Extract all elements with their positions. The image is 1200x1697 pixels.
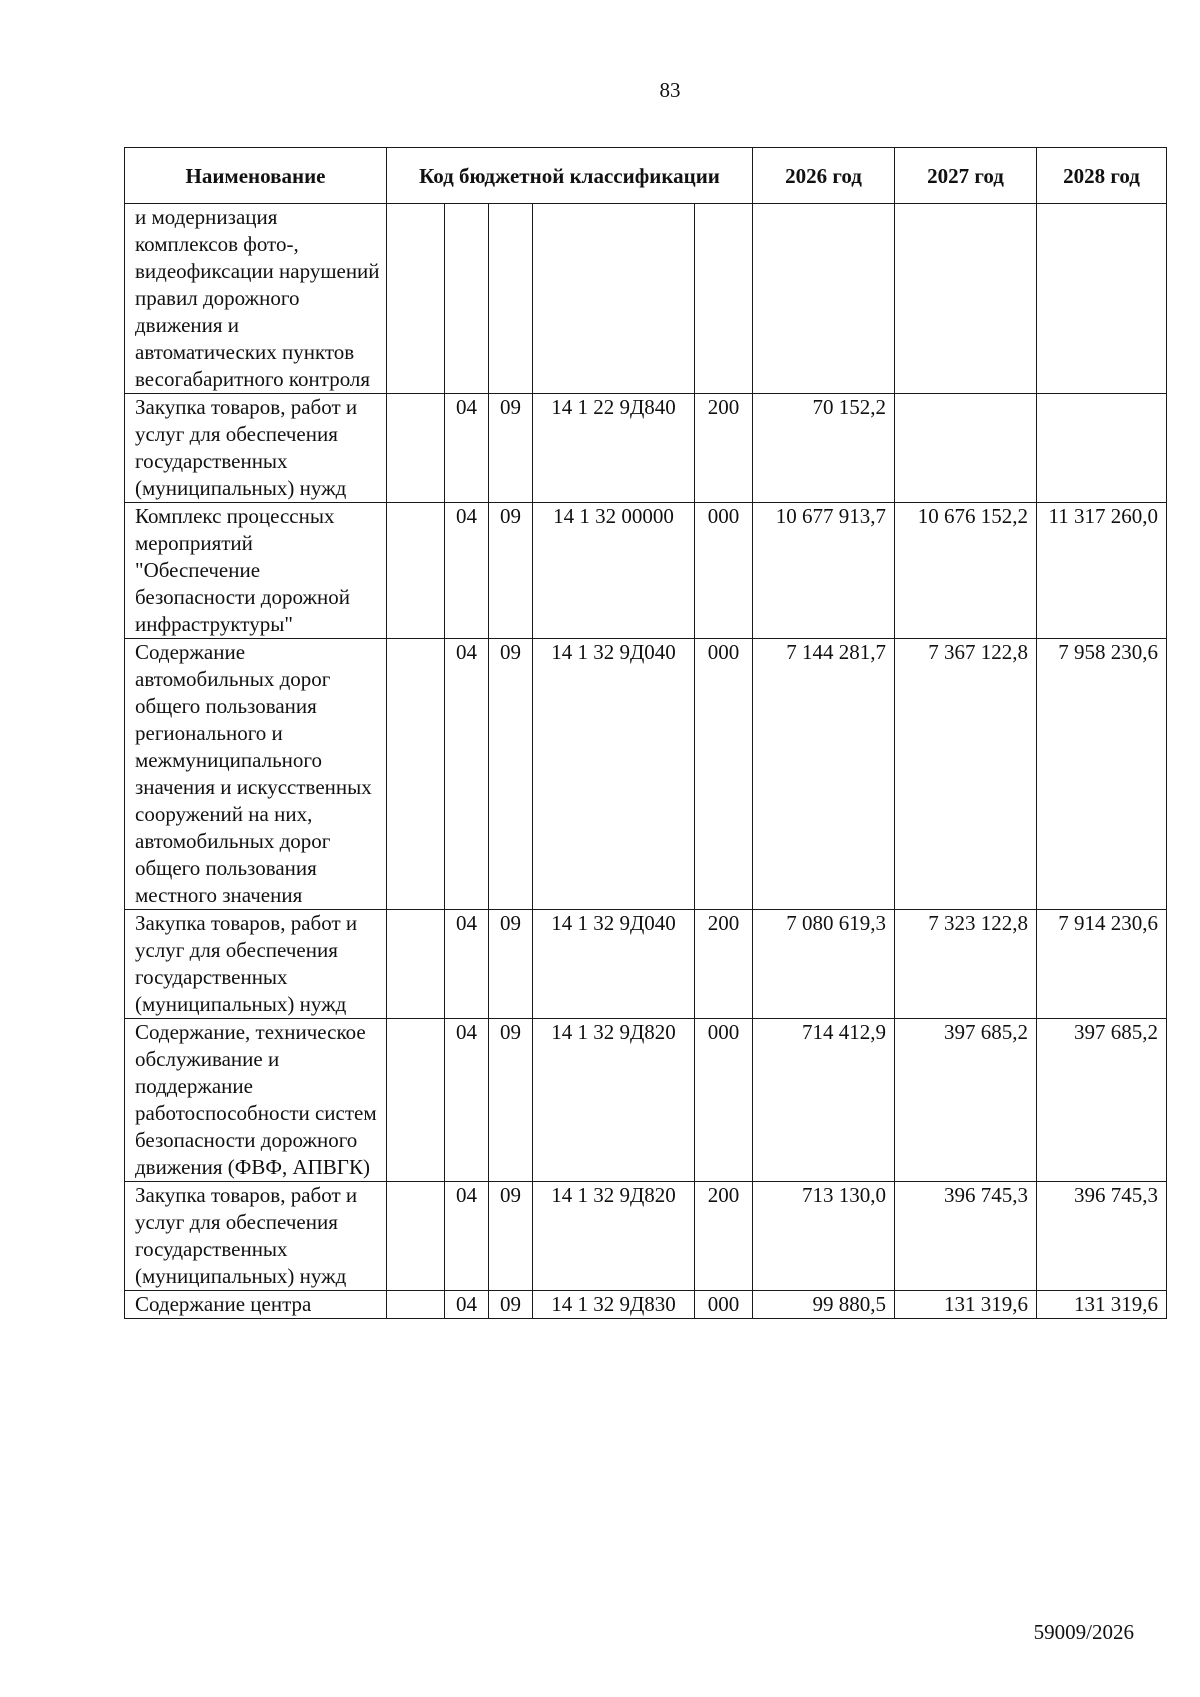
row-name: Комплекс процессных мероприятий "Обеспечение безопасности дорожной инфраструктуры" — [125, 503, 387, 639]
table-row — [125, 1019, 1167, 1182]
row-subsection: 09 — [489, 394, 533, 503]
row-2027-value — [895, 394, 1037, 503]
row-section — [445, 204, 489, 394]
row-2028-value: 7 914 230,6 — [1037, 910, 1167, 1019]
row-expense-type: 000 — [695, 1019, 753, 1182]
row-2027-value: 7 367 122,8 — [895, 639, 1037, 910]
row-2026-value — [753, 204, 895, 394]
table-row — [125, 1182, 1167, 1291]
table-row — [125, 1291, 1167, 1319]
row-name: и модернизация комплексов фото-, видеофиксации нарушений правил дорожного движения и автоматических пунктов весогабаритного контроля — [125, 204, 387, 394]
row-blank-cell — [387, 1291, 445, 1319]
row-name: Содержание, техническое обслуживание и поддержание работоспособности систем безопасности дорожного движения (ФВФ, АПВГК) — [125, 1019, 387, 1182]
row-target-article: 14 1 22 9Д840 — [533, 394, 695, 503]
row-subsection: 09 — [489, 910, 533, 1019]
row-2027-value: 131 319,6 — [895, 1291, 1037, 1319]
row-2028-value: 7 958 230,6 — [1037, 639, 1167, 910]
row-2026-value: 713 130,0 — [753, 1182, 895, 1291]
header-2028: 2028 год — [1037, 148, 1167, 204]
document-number: 59009/2026 — [1033, 1620, 1134, 1644]
table-row — [125, 394, 1167, 503]
row-name: Содержание автомобильных дорог общего пользования регионального и межмуниципального значения и искусственных сооружений на них, автомобильных дорог общего пользования местного значения — [125, 639, 387, 910]
table-row — [125, 639, 1167, 910]
row-2027-value: 10 676 152,2 — [895, 503, 1037, 639]
row-target-article: 14 1 32 9Д820 — [533, 1019, 695, 1182]
header-name: Наименование — [125, 148, 387, 204]
row-target-article: 14 1 32 00000 — [533, 503, 695, 639]
table-row — [125, 910, 1167, 1019]
row-2026-value: 10 677 913,7 — [753, 503, 895, 639]
page-number: 83 — [659, 78, 681, 102]
row-name: Закупка товаров, работ и услуг для обеспечения государственных (муниципальных) нужд — [125, 394, 387, 503]
row-section: 04 — [445, 1019, 489, 1182]
row-2026-value: 7 080 619,3 — [753, 910, 895, 1019]
row-2028-value: 11 317 260,0 — [1037, 503, 1167, 639]
row-target-article: 14 1 32 9Д040 — [533, 639, 695, 910]
row-subsection: 09 — [489, 503, 533, 639]
row-2028-value: 397 685,2 — [1037, 1019, 1167, 1182]
row-expense-type — [695, 204, 753, 394]
row-2026-value: 7 144 281,7 — [753, 639, 895, 910]
row-blank-cell — [387, 910, 445, 1019]
row-section: 04 — [445, 910, 489, 1019]
row-expense-type: 200 — [695, 1182, 753, 1291]
row-2028-value — [1037, 394, 1167, 503]
row-name: Закупка товаров, работ и услуг для обеспечения государственных (муниципальных) нужд — [125, 1182, 387, 1291]
row-blank-cell — [387, 394, 445, 503]
row-expense-type: 000 — [695, 1291, 753, 1319]
row-2026-value: 714 412,9 — [753, 1019, 895, 1182]
row-subsection: 09 — [489, 1019, 533, 1182]
row-section: 04 — [445, 503, 489, 639]
row-blank-cell — [387, 1019, 445, 1182]
table-body — [125, 204, 1167, 1319]
row-2027-value: 7 323 122,8 — [895, 910, 1037, 1019]
header-code: Код бюджетной классификации — [387, 148, 753, 204]
row-section: 04 — [445, 1291, 489, 1319]
table-row — [125, 204, 1167, 394]
row-blank-cell — [387, 503, 445, 639]
row-2027-value: 397 685,2 — [895, 1019, 1037, 1182]
row-blank-cell — [387, 204, 445, 394]
row-section: 04 — [445, 1182, 489, 1291]
row-target-article: 14 1 32 9Д820 — [533, 1182, 695, 1291]
row-expense-type: 200 — [695, 394, 753, 503]
row-target-article: 14 1 32 9Д830 — [533, 1291, 695, 1319]
row-2028-value: 131 319,6 — [1037, 1291, 1167, 1319]
row-subsection: 09 — [489, 1182, 533, 1291]
row-blank-cell — [387, 1182, 445, 1291]
row-section: 04 — [445, 639, 489, 910]
table-header-row — [125, 148, 1167, 204]
row-2027-value — [895, 204, 1037, 394]
row-target-article: 14 1 32 9Д040 — [533, 910, 695, 1019]
row-2028-value — [1037, 204, 1167, 394]
row-expense-type: 000 — [695, 503, 753, 639]
table-row — [125, 503, 1167, 639]
row-subsection — [489, 204, 533, 394]
row-blank-cell — [387, 639, 445, 910]
row-subsection: 09 — [489, 1291, 533, 1319]
row-target-article — [533, 204, 695, 394]
row-expense-type: 000 — [695, 639, 753, 910]
row-2026-value: 99 880,5 — [753, 1291, 895, 1319]
row-name: Содержание центра — [125, 1291, 387, 1319]
header-2026: 2026 год — [753, 148, 895, 204]
row-2027-value: 396 745,3 — [895, 1182, 1037, 1291]
budget-table — [124, 147, 1167, 1319]
row-name: Закупка товаров, работ и услуг для обеспечения государственных (муниципальных) нужд — [125, 910, 387, 1019]
row-2026-value: 70 152,2 — [753, 394, 895, 503]
row-subsection: 09 — [489, 639, 533, 910]
header-2027: 2027 год — [895, 148, 1037, 204]
row-expense-type: 200 — [695, 910, 753, 1019]
row-section: 04 — [445, 394, 489, 503]
row-2028-value: 396 745,3 — [1037, 1182, 1167, 1291]
